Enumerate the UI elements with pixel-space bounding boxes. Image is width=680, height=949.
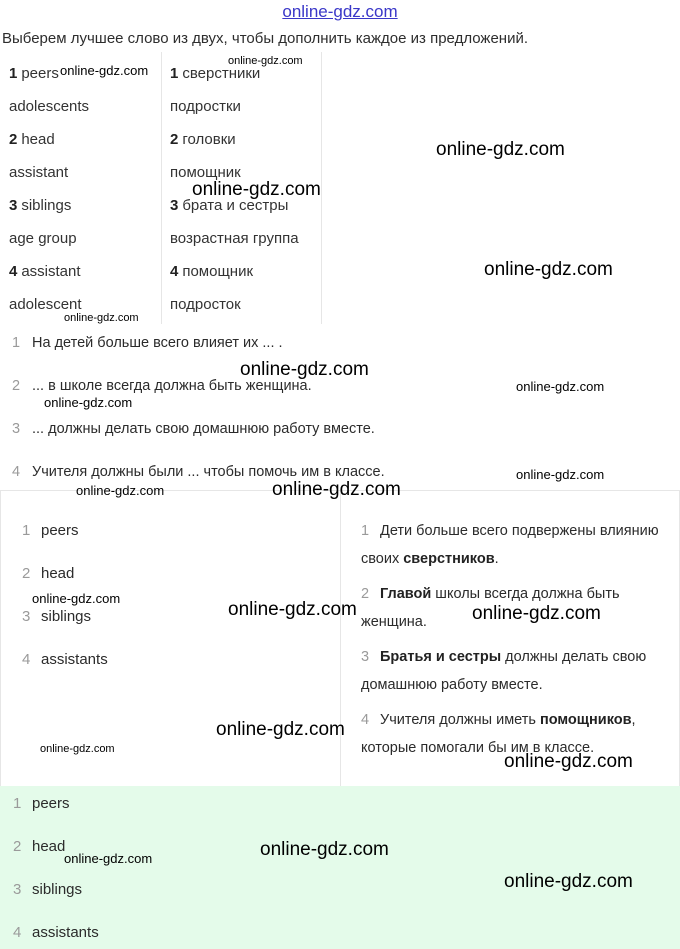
answer-word: 3 siblings xyxy=(22,608,92,625)
watermark: online-gdz.com xyxy=(228,55,303,67)
table-column-divider xyxy=(161,52,162,324)
sentence-item: 2 ... в школе всегда должна быть женщина. xyxy=(12,378,312,394)
watermark: online-gdz.com xyxy=(60,63,149,78)
answer-sentence: 3 Братья и сестры должны делать свою домашнюю работу вместе. xyxy=(361,649,647,693)
answer-word: 2 head xyxy=(22,565,75,582)
watermark: online-gdz.com xyxy=(64,851,153,866)
vocab-en-cell: adolescent xyxy=(9,296,82,313)
final-word: 3 siblings xyxy=(13,881,83,898)
table-border xyxy=(321,52,322,324)
watermark: online-gdz.com xyxy=(240,359,369,380)
sentence-item: 1 На детей больше всего влияет их ... . xyxy=(12,335,283,351)
vocab-en-cell: assistant xyxy=(9,164,69,181)
final-word: 4 assistants xyxy=(13,924,99,941)
watermark: online-gdz.com xyxy=(40,743,115,755)
vocab-en-cell: age group xyxy=(9,230,77,247)
watermark: online-gdz.com xyxy=(436,139,565,160)
answer-sentence: 2 Главой школы всегда должна быть женщина. xyxy=(361,586,620,630)
answer-sentence: 1 Дети больше всего подвержены влиянию своих сверстников. xyxy=(361,523,659,567)
vocab-ru-cell: возрастная группа xyxy=(170,230,299,247)
watermark: online-gdz.com xyxy=(472,603,601,624)
vocab-ru-cell: 2 головки xyxy=(170,131,236,148)
panel-border xyxy=(0,491,1,786)
watermark: online-gdz.com xyxy=(504,751,633,772)
answer-sentence: 4 Учителя должны иметь помощников, которые помогали бы им в классе. xyxy=(361,712,636,756)
sentence-item: 4 Учителя должны были ... чтобы помочь им в классе. xyxy=(12,464,385,480)
final-word: 2 head xyxy=(13,838,66,855)
watermark: online-gdz.com xyxy=(484,259,613,280)
watermark: online-gdz.com xyxy=(516,467,605,482)
panel-column-divider xyxy=(340,491,341,786)
watermark: online-gdz.com xyxy=(516,379,605,394)
final-word: 1 peers xyxy=(13,795,70,812)
watermark: online-gdz.com xyxy=(64,312,139,324)
sentence-item: 3 ... должны делать свою домашнюю работу вместе. xyxy=(12,421,375,437)
watermark: online-gdz.com xyxy=(216,719,345,740)
watermark: online-gdz.com xyxy=(504,871,633,892)
answers-panel xyxy=(0,490,680,786)
vocab-ru-cell: подростки xyxy=(170,98,241,115)
vocab-en-cell: 4 assistant xyxy=(9,263,81,280)
task-instruction: Выберем лучшее слово из двух, чтобы дополнить каждое из предложений. xyxy=(2,30,528,47)
site-header-link[interactable]: online-gdz.com xyxy=(282,2,398,21)
watermark: online-gdz.com xyxy=(228,599,357,620)
vocab-ru-cell: подросток xyxy=(170,296,241,313)
watermark: online-gdz.com xyxy=(272,479,401,500)
vocab-en-cell: adolescents xyxy=(9,98,90,115)
answer-word: 1 peers xyxy=(22,522,79,539)
watermark: online-gdz.com xyxy=(192,179,321,200)
watermark: online-gdz.com xyxy=(76,483,165,498)
vocab-en-cell: 2 head xyxy=(9,131,55,148)
vocab-en-cell: 1 peers xyxy=(9,65,59,82)
answer-word: 4 assistants xyxy=(22,651,108,668)
final-answer-list xyxy=(0,786,680,949)
vocab-ru-cell: помощник xyxy=(170,164,241,181)
vocab-ru-cell: 1 сверстники xyxy=(170,65,261,82)
watermark: online-gdz.com xyxy=(44,395,133,410)
vocab-en-cell: 3 siblings xyxy=(9,197,72,214)
watermark: online-gdz.com xyxy=(32,591,121,606)
vocab-ru-cell: 3 брата и сестры xyxy=(170,197,289,214)
vocab-ru-cell: 4 помощник xyxy=(170,263,254,280)
watermark: online-gdz.com xyxy=(260,839,389,860)
